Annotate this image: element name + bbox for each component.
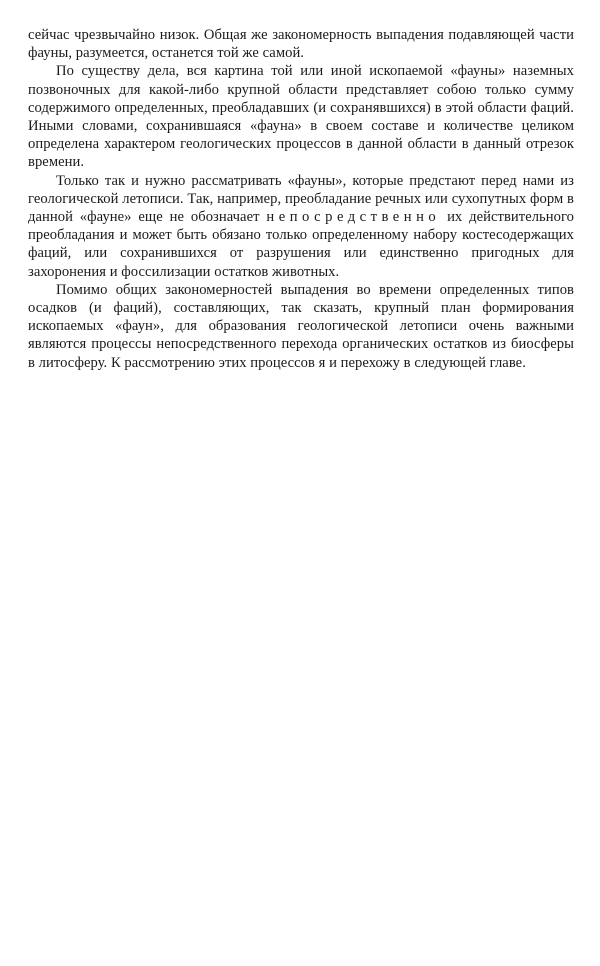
paragraph-1: сейчас чрезвычайно низок. Общая же закономерность выпадения подавляющей части фауны, разумеется, останется той же самой. — [28, 27, 574, 62]
paragraph-4: Помимо общих закономерностей выпадения во времени определенных типов осадков (и фаций), составляющих, так сказать, крупный план формирования ископаемых «фаун», для образования геологической летописи очень важными являются процессы непосредственного перехода органических остатков из биосферы в литосферу. К рассмотрению этих процессов я и перехожу в следующей главе. — [28, 281, 574, 371]
page-text — [28, 26, 574, 372]
paragraph-3-text-after: их действительного преобладания и может быть обязано только определенному набору костесодержащих фаций, или сохранившихся от разрушения или единственно пригодных для захоронения и фоссилизации остатков животных. — [28, 209, 574, 280]
paragraph-3-text-before: Только так и нужно рассматривать «фауны», которые предстают перед нами из геологической летописи. Так, например, преобладание речных или сухопутных форм в данной «фауне» еще не обозначает — [28, 172, 574, 226]
paragraph-2: По существу дела, вся картина той или иной ископаемой «фауны» наземных позвоночных для какой-либо крупной области представляет собою только сумму содержимого определенных, преобладавших (и сохранявшихся) в этой области фаций. Иными словами, сохранившаяся «фауна» в своем составе и количестве целиком определена характером геологических процессов в данной области в данный отрезок времени. — [28, 63, 574, 171]
paragraph-3 — [28, 172, 574, 281]
paragraph-3-spaced-emphasis: непосредственно — [266, 209, 441, 226]
